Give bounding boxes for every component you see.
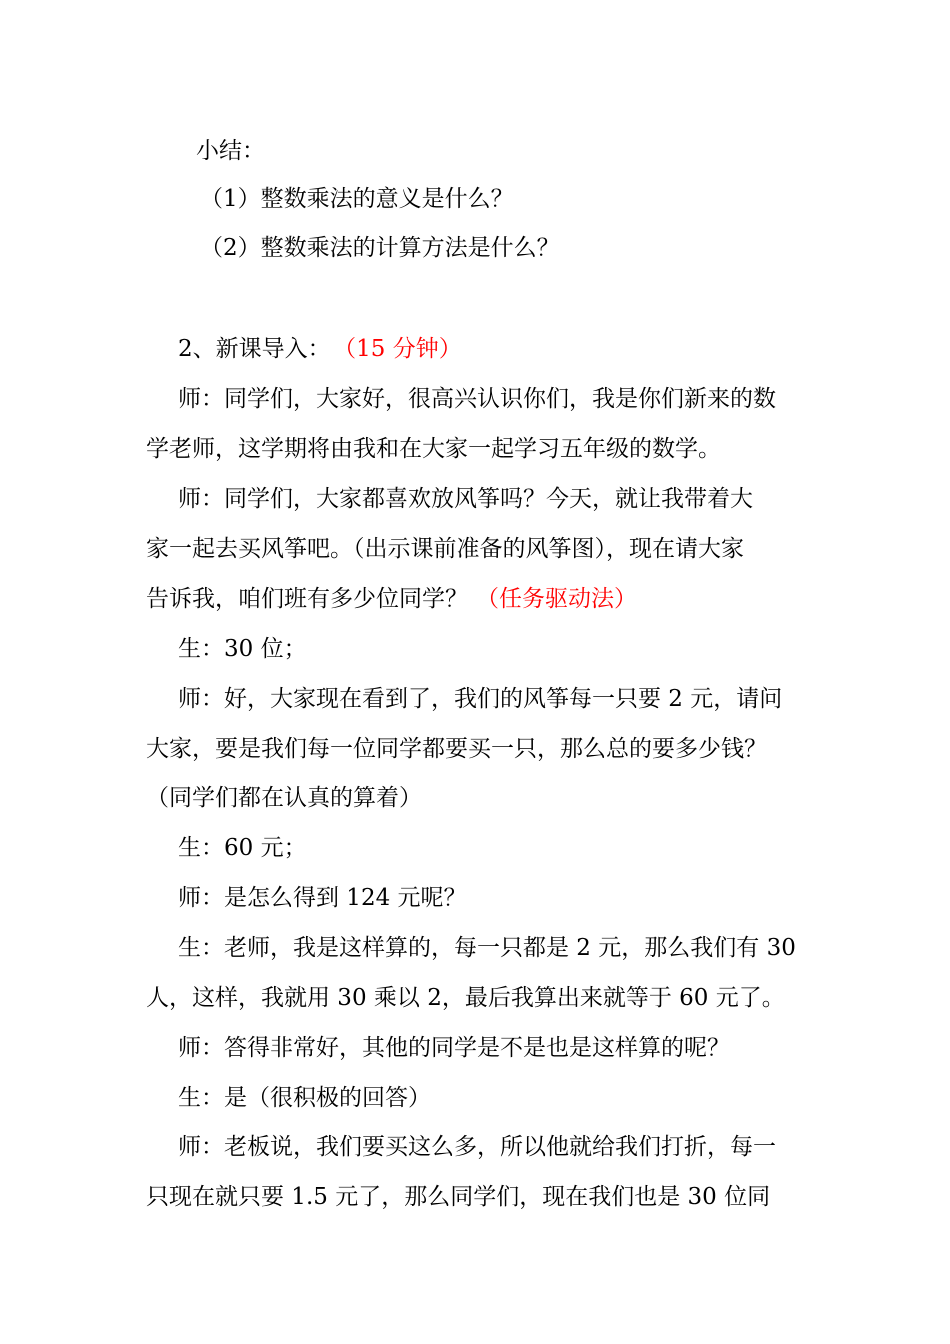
paragraph-line: 大家，要是我们每一位同学都要买一只，那么总的要多少钱？ bbox=[146, 736, 767, 762]
paragraph-line: 师：同学们，大家都喜欢放风筝吗？今天，就让我带着大 bbox=[178, 486, 753, 512]
paragraph-line: 师：好，大家现在看到了，我们的风筝每一只要 2 元，请问 bbox=[178, 686, 783, 712]
paragraph-line: 家一起去买风筝吧。（出示课前准备的风筝图），现在请大家 bbox=[146, 536, 744, 562]
paragraph-line: 只现在就只要 1.5 元了，那么同学们，现在我们也是 30 位同 bbox=[146, 1184, 771, 1210]
summary-question-2: （2）整数乘法的计算方法是什么？ bbox=[200, 235, 560, 261]
section-2-heading bbox=[0, 334, 950, 364]
paragraph-line: 学老师，这学期将由我和在大家一起学习五年级的数学。 bbox=[146, 436, 721, 462]
paragraph-line: 师：同学们，大家好，很高兴认识你们，我是你们新来的数 bbox=[178, 386, 776, 412]
paragraph-line: 师：是怎么得到 124 元呢？ bbox=[178, 885, 467, 911]
paragraph-line: 师：老板说，我们要买这么多，所以他就给我们打折，每一 bbox=[178, 1134, 776, 1160]
section-2-time-note: （15 分钟） bbox=[344, 336, 462, 362]
paragraph-line: 人，这样，我就用 30 乘以 2，最后我算出来就等于 60 元了。 bbox=[146, 985, 785, 1011]
paragraph-line: 生：老师，我是这样算的，每一只都是 2 元，那么我们有 30 bbox=[178, 935, 796, 961]
paragraph-line: 生：30 位； bbox=[178, 636, 307, 662]
section-2-title: 2、新课导入： bbox=[178, 336, 331, 362]
summary-heading: 小结： bbox=[196, 138, 265, 164]
paragraph-line: 生：60 元； bbox=[178, 835, 307, 861]
summary-question-1: （1）整数乘法的意义是什么？ bbox=[200, 186, 514, 212]
paragraph-text: 告诉我，咱们班有多少位同学？ bbox=[146, 586, 468, 612]
paragraph-line: 师：答得非常好，其他的同学是不是也是这样算的呢？ bbox=[178, 1035, 730, 1061]
paragraph-line: 生：是（很积极的回答） bbox=[178, 1085, 431, 1111]
paragraph-line: （同学们都在认真的算着） bbox=[146, 785, 422, 811]
paragraph-line-with-method bbox=[0, 584, 950, 614]
method-note: （任务驱动法） bbox=[476, 586, 637, 612]
